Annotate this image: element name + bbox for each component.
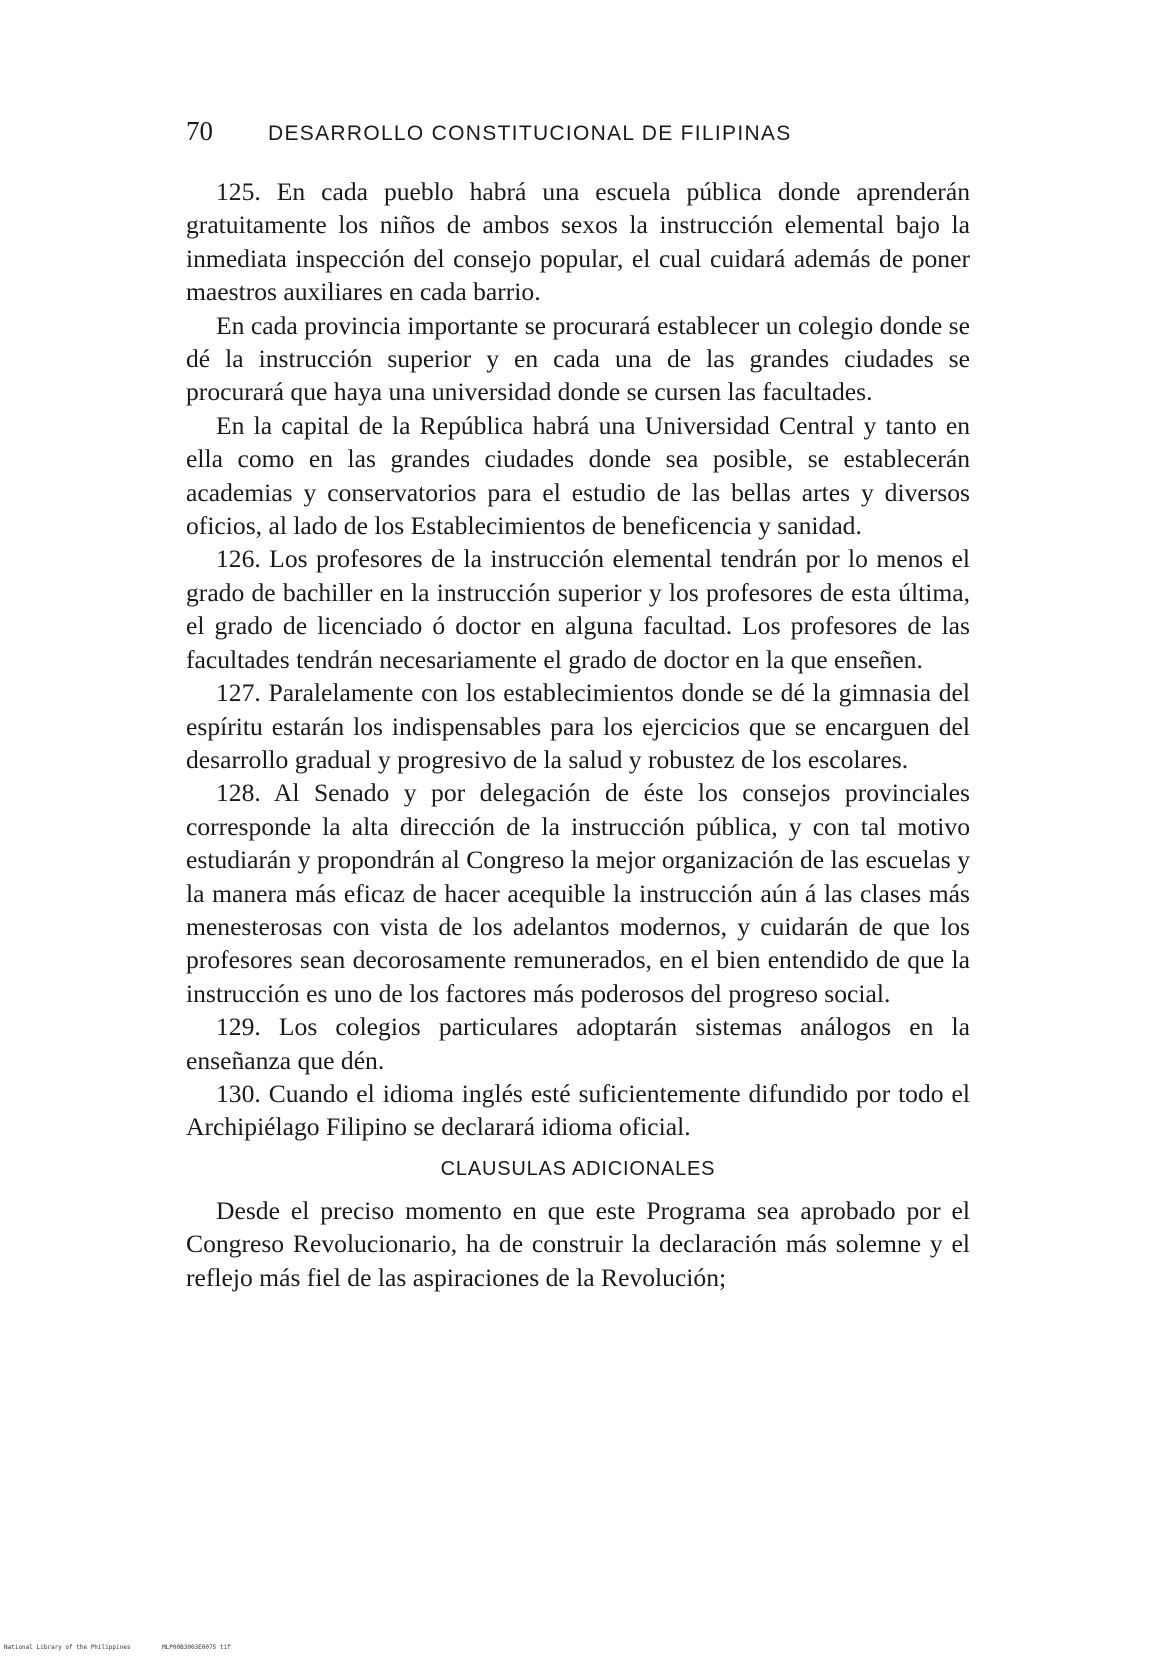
paragraph-130: 130. Cuando el idioma inglés esté suficientemente difundido por todo el Archipiélago Filipino se declarará idioma oficial. <box>186 1078 970 1142</box>
page-header <box>186 116 966 156</box>
paragraph-125: 125. En cada pueblo habrá una escuela pública donde aprenderán gratuitamente los niños de ambos sexos la instrucción elemental bajo la inmediata inspección del consejo popular, el cual cuidará además de poner maestros auxiliares en cada barrio. <box>186 177 970 307</box>
footer-code: MLP00B3003E0075 tif <box>162 1644 231 1651</box>
paragraph-colegio: En cada provincia importante se procurará establecer un colegio donde se dé la instrucción superior y en cada una de las grandes ciudades se procurará que haya una universidad donde se cursen las facultades. <box>186 310 970 407</box>
paragraph-universidad-central: En la capital de la República habrá una Universidad Central y tanto en ella como en las grandes ciudades donde sea posible, se establecerán academias y conservatorios para el estudio de las bellas artes y diversos oficios, al lado de los Establecimientos de beneficencia y sanidad. <box>186 410 970 541</box>
body-text <box>186 175 970 1294</box>
closing-paragraph: Desde el preciso momento en que este Programa sea aprobado por el Congreso Revolucionario, ha de construir la declaración más solemne y el reflejo más fiel de las aspiraciones de la Revolución; <box>186 1195 970 1292</box>
page-number: 70 <box>186 116 213 146</box>
paragraph-126: 126. Los profesores de la instrucción elemental tendrán por lo menos el grado de bachiller en la instrucción superior y los profesores de esta última, el grado de licenciado ó doctor en alguna facultad. Los profesores de las facultades tendrán necesariamente el grado de doctor en la que enseñen. <box>186 544 970 674</box>
paragraph-129: 129. Los colegios particulares adoptarán sistemas análogos en la enseñanza que dén. <box>186 1012 970 1075</box>
section-heading: CLAUSULAS ADICIONALES <box>440 1157 716 1180</box>
paragraph-128: 128. Al Senado y por delegación de éste los consejos provinciales corresponde la alta dirección de la instrucción pública, y con tal motivo estudiarán y propondrán al Congreso la mejor organización de las escuelas y la manera más eficaz de hacer acequible la instrucción aún á las clases más menesterosas con vista de los adelantos modernos, y cuidarán de que los profesores sean decorosamente remunerados, en el bien entendido de que la instrucción es uno de los factores más poderosos del progreso social. <box>186 778 970 1008</box>
running-head: DESARROLLO CONSTITUCIONAL DE FILIPINAS <box>268 122 792 145</box>
paragraph-127: 127. Paralelamente con los establecimientos donde se dé la gimnasia del espíritu estarán los indispensables para los ejercicios que se encarguen del desarrollo gradual y progresivo de la salud y robustez de los escolares. <box>186 678 970 774</box>
footer-library: National Library of the Philippines <box>4 1644 131 1651</box>
scan-footer <box>4 1644 259 1651</box>
